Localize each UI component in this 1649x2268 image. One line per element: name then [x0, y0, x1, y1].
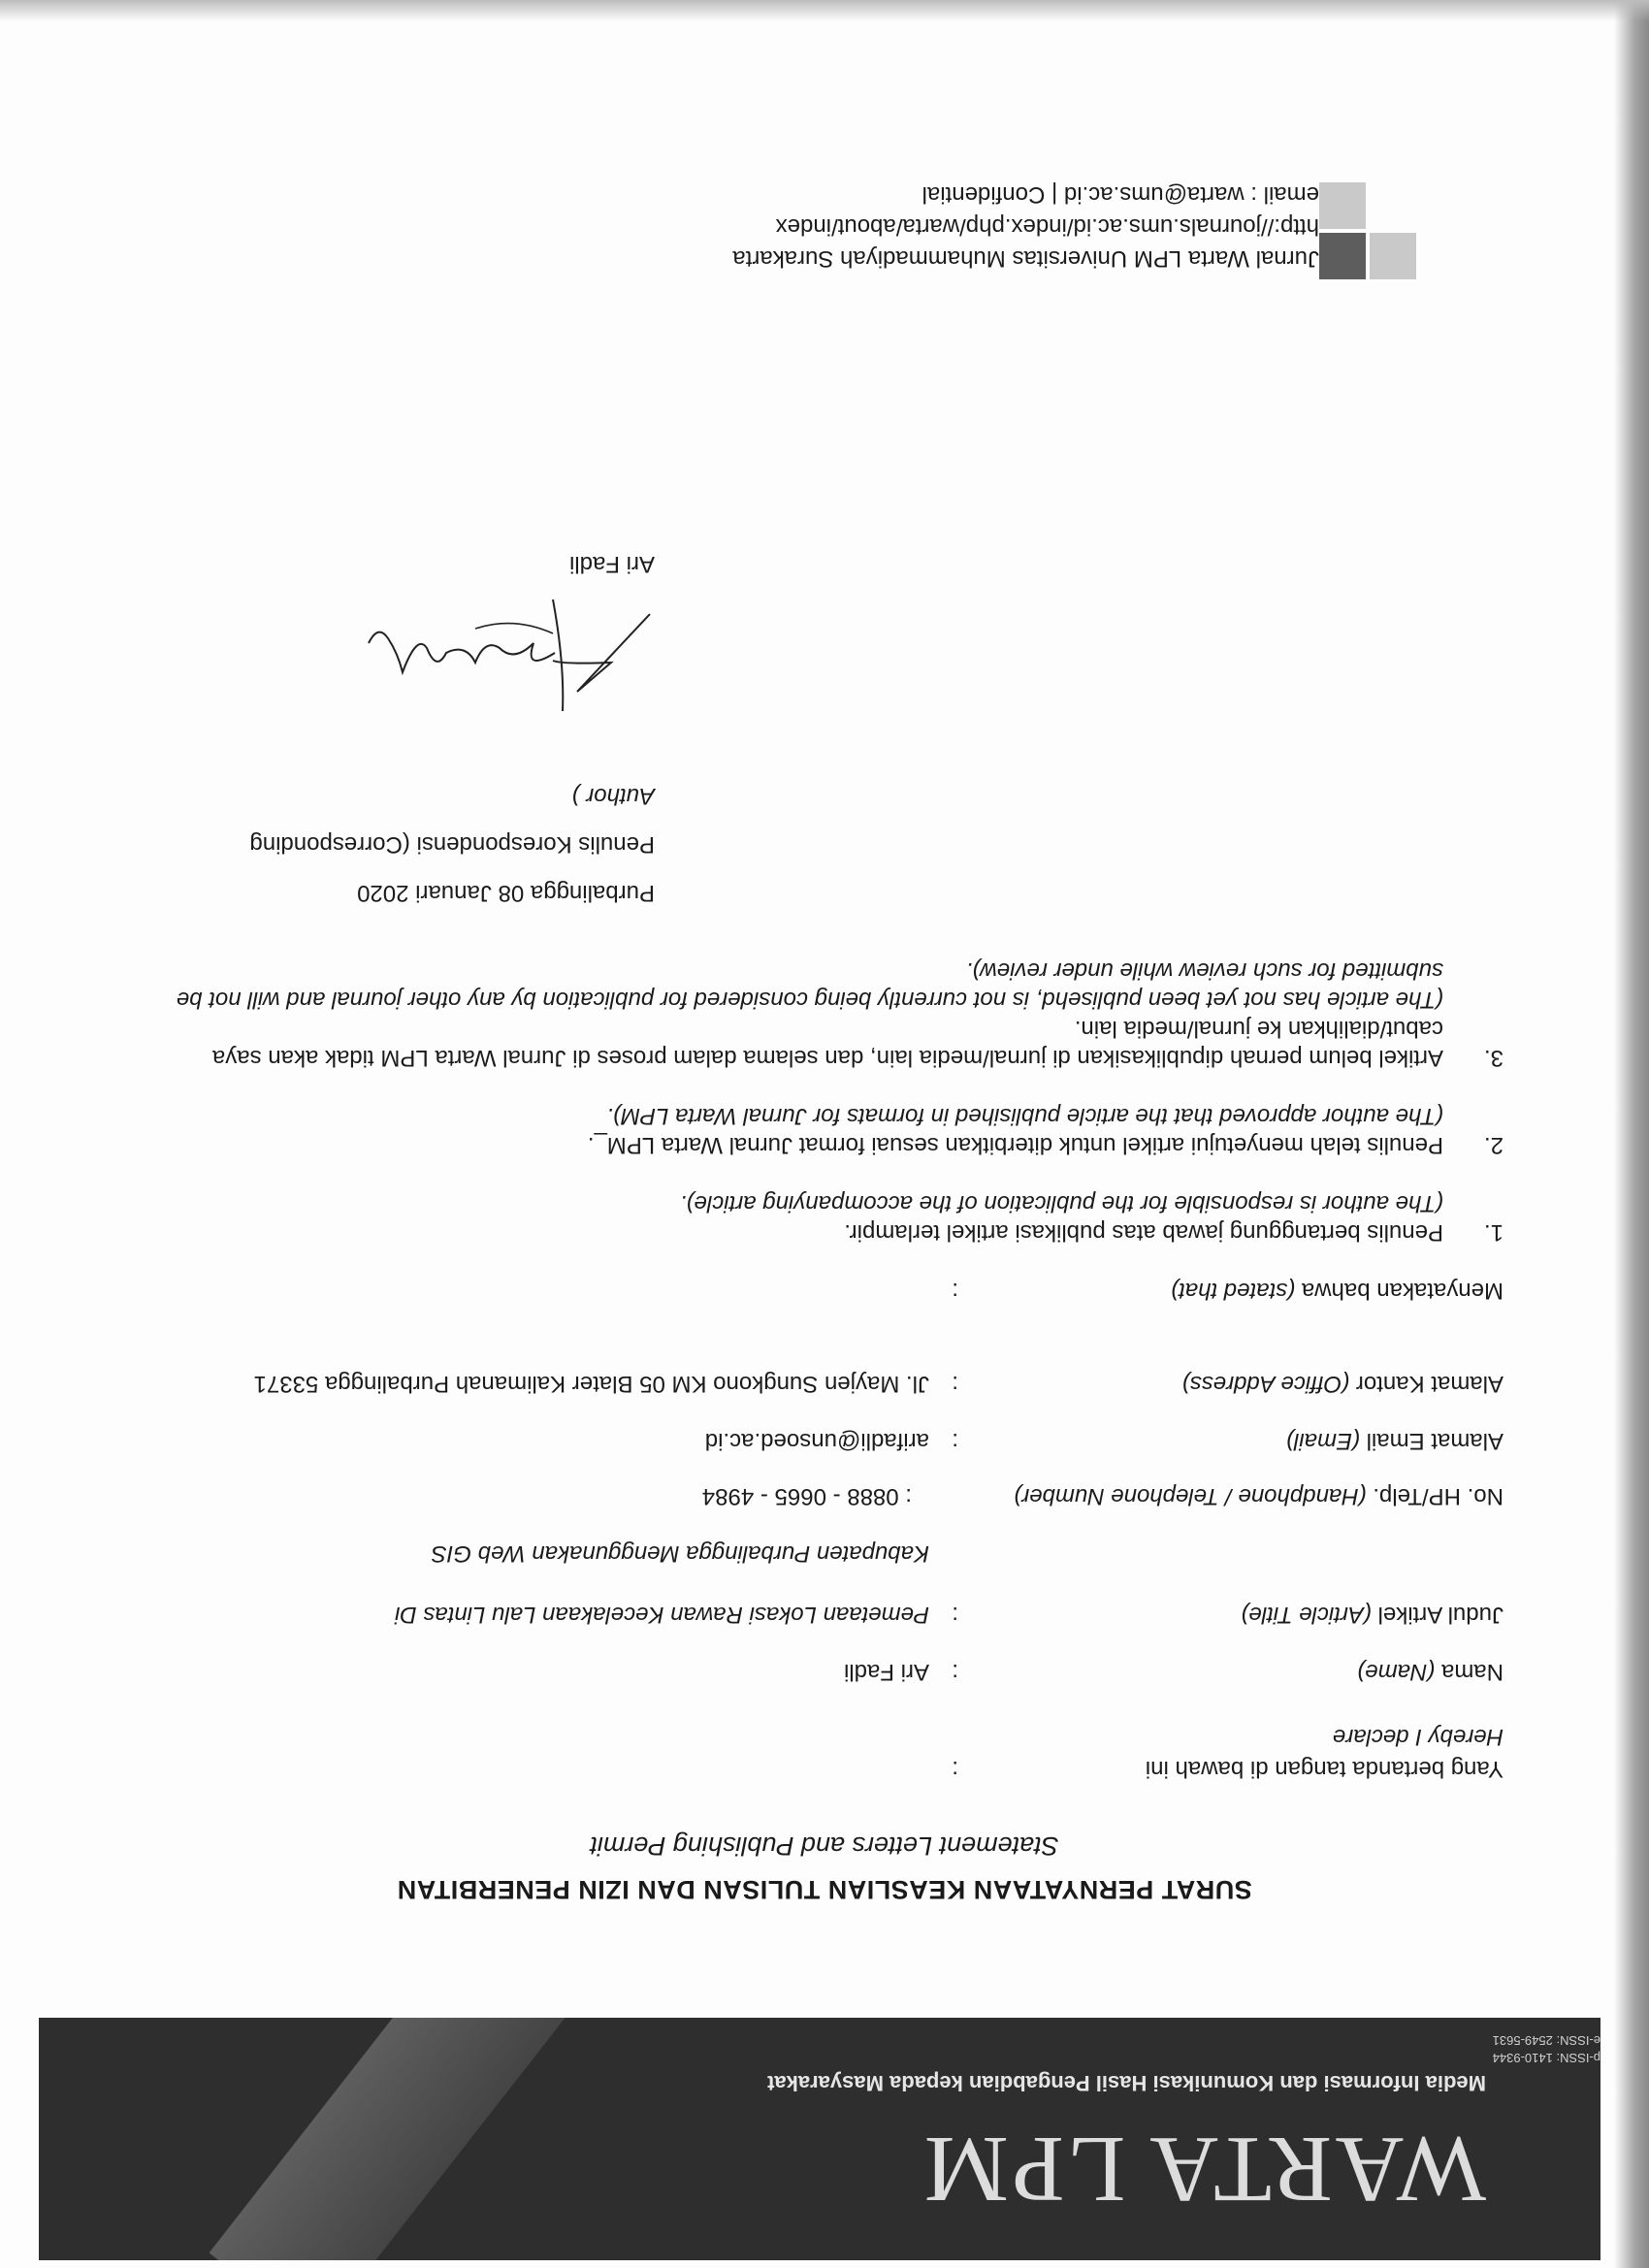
statement-number: 1. — [1483, 1219, 1504, 1246]
name-value: Ari Fadli — [843, 1659, 929, 1685]
footer-journal-name: Jurnal Warta LPM Universitas Muhammadiyah Surakarta — [732, 245, 1319, 272]
article-title-value-line2: Kabupaten Purbalingga Menggunakan Web GIS — [431, 1540, 929, 1567]
statement-text-en: (The article has not yet been publisehd, is not currently being considered for publication by any other journal and will not be submitted for such review while under review). — [176, 957, 1443, 1013]
email-value: arifadli@unsoed.ac.id — [704, 1428, 929, 1454]
scan-edge-shadow — [1614, 0, 1649, 2268]
banner-decorative-stripe — [210, 2018, 567, 2260]
statement-item — [107, 1101, 1504, 1159]
address-colon: : — [952, 1371, 958, 1397]
issn-print: p-ISSN: 1410-9344 — [1492, 2051, 1600, 2065]
document-title: SURAT PERNYATAAN KEASLIAN TULISAN DAN IZIN PENERBITAN — [397, 1875, 1252, 1904]
phone-value: : 0888 - 0665 - 4984 — [701, 1483, 912, 1509]
signer-role-line2: Author ) — [571, 783, 655, 809]
statement-item — [107, 956, 1504, 1072]
place-date: Purbalingga 08 Januari 2020 — [357, 880, 655, 906]
footer-checker-logo — [1319, 182, 1416, 279]
signer-name: Ari Fadli — [568, 551, 655, 577]
article-title-label: Judul Artikel (Article Title) — [1241, 1602, 1504, 1628]
journal-tagline: Media Informasi dan Komunikasi Hasil Pengabdian kepada Masyarakat — [767, 2071, 1486, 2095]
footer-url: http://journals.ums.ac.id/index.php/warta/about/index — [775, 213, 1319, 240]
journal-logo: WARTA LPM — [921, 2117, 1486, 2221]
statement-number: 3. — [1483, 1045, 1504, 1071]
journal-header-banner — [39, 2018, 1600, 2260]
states-colon: : — [952, 1278, 958, 1304]
email-label: Alamat Email (Email) — [1285, 1428, 1504, 1454]
handwritten-signature — [359, 595, 669, 730]
statement-number: 2. — [1483, 1132, 1504, 1158]
statement-text: Artikel belum pernah dipublikasikan di jurnal/media lain, dan selama dalam proses di Jurnal Warta LPM tidak akan saya cabut/dialihkan ke jurnal/media lain. — [211, 1016, 1443, 1071]
journal-footer — [732, 178, 1319, 275]
statement-list — [107, 926, 1504, 1247]
statement-text-en: (The author is responsible for the publication of the accompanying article). — [679, 1190, 1443, 1216]
statement-item — [107, 1188, 1504, 1247]
signer-role-line1: Penulis Korespondensi (Corresponding — [249, 831, 655, 858]
states-label: Menyatakan bahwa (stated that) — [1171, 1278, 1504, 1304]
article-title-value-line1: Pemetaan Lokasi Rawan Kecelakaan Lalu Lintas Di — [394, 1602, 929, 1628]
issn-block — [1492, 2031, 1600, 2066]
address-label: Alamat Kantor (Office Address) — [1181, 1371, 1504, 1397]
statement-text-en: (The author approved that the article publisihed in formats for Jurnal Warta LPM). — [606, 1103, 1443, 1129]
article-title-colon: : — [952, 1602, 958, 1628]
intro-label-en: Hereby I declare — [1332, 1724, 1504, 1750]
statement-text: Penulis bertanggung jawab atas publikasi artikel terlampir. — [844, 1219, 1443, 1246]
name-label: Nama (Name) — [1357, 1659, 1504, 1685]
phone-label: No. HP/Telp. (Handphone / Telephone Number) — [1014, 1483, 1504, 1509]
scan-edge-shadow-bottom — [0, 0, 1649, 21]
statement-text: Penulis telah menyetujui artikel untuk diterbitkan sesuai format Jurnal Warta LPM_. — [587, 1132, 1443, 1158]
footer-contact: email : warta@ums.ac.id | Confidential — [922, 181, 1319, 208]
email-colon: : — [952, 1428, 958, 1454]
intro-label: Yang bertanda tangan di bawah ini — [1145, 1756, 1504, 1782]
name-colon: : — [952, 1659, 958, 1685]
document-subtitle: Statement Letters and Publishing Permit — [590, 1831, 1059, 1861]
address-value: Jl. Mayjen Sungkono KM 05 Blater Kalimanah Purbalingga 53371 — [253, 1371, 929, 1397]
issn-online: e-ISSN: 2549-5631 — [1492, 2033, 1600, 2048]
intro-colon: : — [952, 1756, 958, 1782]
